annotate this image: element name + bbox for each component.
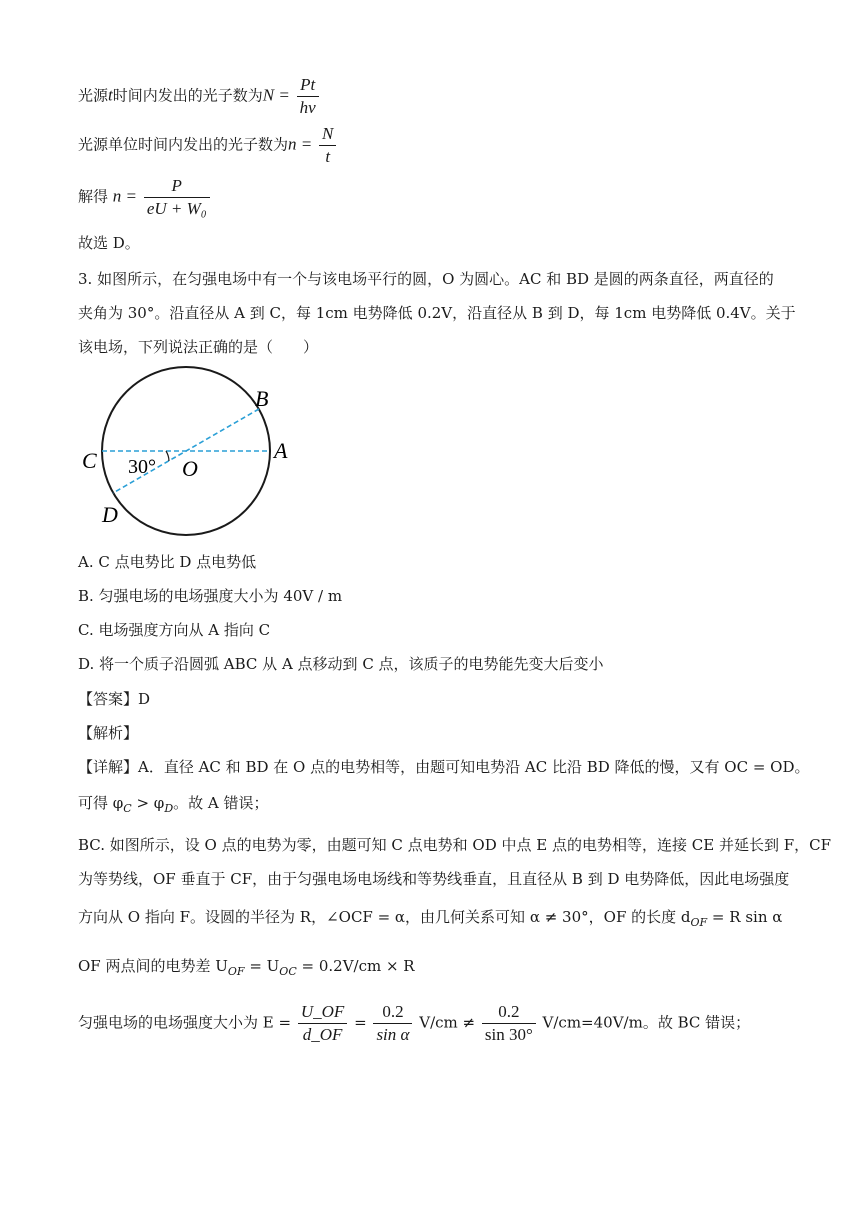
angle-arc bbox=[166, 451, 169, 461]
subscript: OC bbox=[279, 965, 297, 978]
detail-line-2 bbox=[78, 792, 269, 820]
numerator: N bbox=[319, 123, 336, 146]
label-O: O bbox=[182, 456, 198, 481]
subscript: D bbox=[164, 802, 174, 815]
numerator: 0.2 bbox=[482, 1001, 536, 1024]
question-line-2: 夹角为 30°。沿直径从 A 到 C，每 1cm 电势降低 0.2V，沿直径从 B 到 D，每 1cm 电势降低 0.4V。关于 bbox=[78, 304, 796, 322]
label-B: B bbox=[255, 386, 269, 411]
denominator: t bbox=[325, 147, 331, 166]
denominator: sin 30° bbox=[484, 1025, 533, 1044]
numerator: Pt bbox=[297, 74, 319, 97]
analysis-heading: 【解析】 bbox=[78, 724, 139, 742]
detail-line-7 bbox=[78, 1001, 750, 1046]
question-line-1: 3. 如图所示，在匀强电场中有一个与该电场平行的圆，O 为圆心。AC 和 BD 是圆的两条直径，两直径的 bbox=[78, 270, 774, 288]
text: = R sin α bbox=[707, 908, 783, 926]
option-D: D. 将一个质子沿圆弧 ABC 从 A 点移动到 C 点，该质子的电势能先变大后变小 bbox=[78, 655, 604, 673]
var-t: t bbox=[108, 85, 113, 105]
fraction bbox=[482, 1001, 536, 1046]
denominator: d_OF bbox=[302, 1025, 343, 1044]
numerator: U_OF bbox=[298, 1001, 347, 1024]
formula-lhs: n = bbox=[112, 186, 138, 206]
fraction bbox=[319, 123, 336, 168]
text: 时间内发出的光子数为 bbox=[112, 86, 263, 105]
denominator: sin α bbox=[376, 1025, 410, 1044]
fraction bbox=[297, 74, 319, 119]
label-C: C bbox=[82, 448, 97, 473]
option-C: C. 电场强度方向从 A 指向 C bbox=[78, 621, 271, 639]
option-A: A. C 点电势比 D 点电势低 bbox=[78, 553, 257, 571]
text: 光源单位时间内发出的光子数为 bbox=[78, 135, 289, 154]
subscript: OF bbox=[690, 916, 708, 929]
answer: 【答案】D bbox=[78, 690, 151, 708]
text: 可得 φ bbox=[78, 794, 124, 812]
text: OF 两点间的电势差 U bbox=[78, 957, 228, 975]
angle-label: 30° bbox=[128, 456, 156, 478]
denominator: eU + W₀ bbox=[146, 199, 207, 218]
text: 。故 A 错误； bbox=[173, 794, 269, 812]
formula-lhs: n = bbox=[288, 134, 313, 154]
numerator: P bbox=[144, 175, 210, 198]
prev-solution-line-2 bbox=[78, 123, 338, 168]
label-A: A bbox=[274, 438, 288, 463]
text: 方向从 O 指向 F。设圆的半径为 R，∠OCF = α，由几何关系可知 α ≠ 30°，OF 的长度 d bbox=[78, 908, 691, 926]
text: = 0.2V/cm × R bbox=[296, 957, 415, 975]
text: = bbox=[354, 1013, 367, 1032]
detail-line-1: 【详解】A．直径 AC 和 BD 在 O 点的电势相等，由题可知电势沿 AC 比沿 BD 降低的慢，又有 OC = OD。 bbox=[78, 758, 810, 776]
numerator: 0.2 bbox=[373, 1001, 412, 1024]
text: 光源 bbox=[78, 86, 109, 105]
label-D: D bbox=[102, 502, 118, 527]
fraction bbox=[298, 1001, 347, 1046]
option-B: B. 匀强电场的电场强度大小为 40V / m bbox=[78, 587, 343, 605]
detail-line-5 bbox=[78, 906, 782, 934]
text: V/cm=40V/m。故 BC 错误； bbox=[542, 1013, 751, 1032]
circle-diagram bbox=[78, 362, 308, 537]
denominator: hν bbox=[299, 98, 316, 117]
subscript: C bbox=[123, 802, 132, 815]
detail-line-6 bbox=[78, 955, 415, 983]
prev-solution-line-3 bbox=[78, 175, 212, 220]
detail-line-3: BC. 如图所示，设 O 点的电势为零，由题可知 C 点电势和 OD 中点 E 点的电势相等，连接 CE 并延长到 F，CF bbox=[78, 836, 831, 854]
prev-solution-line-1 bbox=[78, 74, 321, 119]
prev-solution-line-4: 故选 D。 bbox=[78, 234, 140, 252]
text: > φ bbox=[131, 794, 165, 812]
text: 匀强电场的电场强度大小为 E = bbox=[78, 1013, 292, 1032]
text: 解得 bbox=[78, 187, 109, 206]
text: = U bbox=[244, 957, 280, 975]
question-line-3: 该电场，下列说法正确的是（ ） bbox=[78, 338, 319, 356]
formula-lhs: N = bbox=[262, 85, 290, 105]
text: V/cm ≠ bbox=[419, 1013, 476, 1032]
fraction bbox=[144, 175, 210, 220]
subscript: OF bbox=[227, 965, 245, 978]
detail-line-4: 为等势线，OF 垂直于 CF，由于匀强电场电场线和等势线垂直，且直径从 B 到 D 电势降低，因此电场强度 bbox=[78, 870, 790, 888]
fraction bbox=[373, 1001, 412, 1046]
